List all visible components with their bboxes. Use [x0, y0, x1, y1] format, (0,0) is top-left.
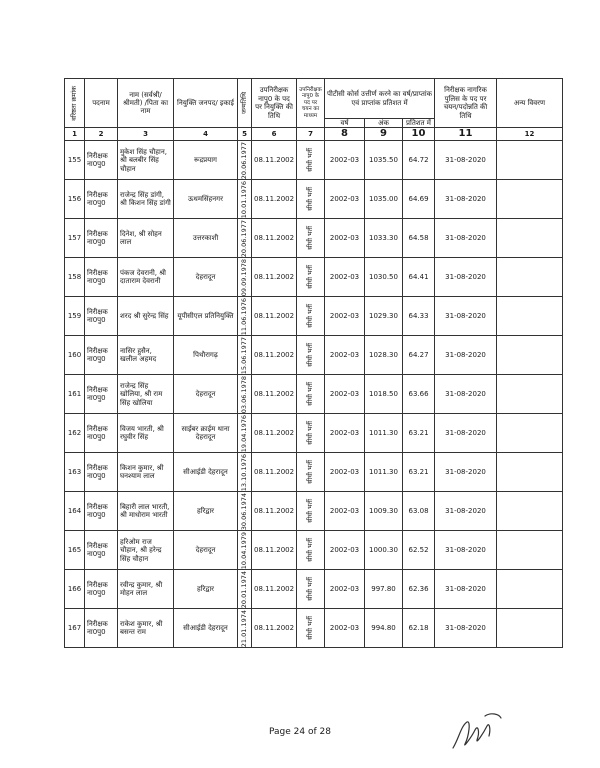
- header-promotion-date: निरीक्षक नागरिक पुलिस के पद पर चयन/पदोन्नति की तिथि: [435, 79, 497, 128]
- unit-cell: रूद्रप्रयाग: [174, 141, 238, 180]
- percent-cell: 64.69: [403, 180, 435, 219]
- training-year-cell: 2002-03: [325, 258, 365, 297]
- percent-cell: 63.21: [403, 453, 435, 492]
- dob-cell: 20.06.1977: [238, 219, 252, 258]
- rank-cell: निरीक्षक ना0पु0: [85, 180, 118, 219]
- appointment-date-cell: 08.11.2002: [252, 258, 297, 297]
- header-year: वर्ष: [325, 119, 365, 128]
- dob-cell: 11.06.1976: [238, 297, 252, 336]
- training-year-cell: 2002-03: [325, 297, 365, 336]
- appointment-mode-cell: सीधी भर्ती: [297, 336, 325, 375]
- header-serial: वरिष्ठता क्रमांक: [65, 79, 85, 128]
- serial-number: 164: [65, 492, 85, 531]
- column-number: 9: [365, 128, 403, 141]
- rank-cell: निरीक्षक ना0पु0: [85, 258, 118, 297]
- rank-cell: निरीक्षक ना0पु0: [85, 453, 118, 492]
- appointment-date-cell: 08.11.2002: [252, 375, 297, 414]
- promotion-date-cell: 31-08-2020: [435, 336, 497, 375]
- promotion-date-cell: 31-08-2020: [435, 609, 497, 648]
- dob-cell: 15.06.1977: [238, 336, 252, 375]
- appointment-date-cell: 08.11.2002: [252, 180, 297, 219]
- table-row: [65, 297, 563, 336]
- remarks-cell: [497, 141, 563, 180]
- name-cell: नासिर हुसैन, खलील अहमद: [118, 336, 174, 375]
- training-year-cell: 2002-03: [325, 219, 365, 258]
- remarks-cell: [497, 297, 563, 336]
- rank-cell: निरीक्षक ना0पु0: [85, 609, 118, 648]
- serial-number: 155: [65, 141, 85, 180]
- percent-cell: 64.72: [403, 141, 435, 180]
- appointment-mode-cell: सीधी भर्ती: [297, 180, 325, 219]
- serial-number: 159: [65, 297, 85, 336]
- appointment-date-cell: 08.11.2002: [252, 609, 297, 648]
- unit-cell: ऊधमसिंहनगर: [174, 180, 238, 219]
- marks-cell: 994.80: [365, 609, 403, 648]
- table-row: [65, 609, 563, 648]
- name-cell: पंकज देवरानी, श्री दाताराम देवरानी: [118, 258, 174, 297]
- promotion-date-cell: 31-08-2020: [435, 414, 497, 453]
- marks-cell: 1029.30: [365, 297, 403, 336]
- rank-cell: निरीक्षक ना0पु0: [85, 336, 118, 375]
- remarks-cell: [497, 570, 563, 609]
- name-cell: राजेन्द्र सिंह डांगी, श्री किशन सिंह डांगी: [118, 180, 174, 219]
- remarks-cell: [497, 219, 563, 258]
- appointment-mode-cell: सीधी भर्ती: [297, 609, 325, 648]
- percent-cell: 64.58: [403, 219, 435, 258]
- appointment-date-cell: 08.11.2002: [252, 141, 297, 180]
- appointment-mode-cell: सीधी भर्ती: [297, 258, 325, 297]
- marks-cell: 1030.50: [365, 258, 403, 297]
- page-number: Page 24 of 28: [269, 727, 331, 737]
- dob-cell: 20.01.1974: [238, 570, 252, 609]
- marks-cell: 1035.00: [365, 180, 403, 219]
- marks-cell: 1011.30: [365, 453, 403, 492]
- unit-cell: उत्तरकाशी: [174, 219, 238, 258]
- column-number-row: [65, 128, 563, 141]
- serial-number: 162: [65, 414, 85, 453]
- percent-cell: 62.52: [403, 531, 435, 570]
- table-row: [65, 180, 563, 219]
- remarks-cell: [497, 375, 563, 414]
- table-row: [65, 414, 563, 453]
- appointment-mode-cell: सीधी भर्ती: [297, 141, 325, 180]
- training-year-cell: 2002-03: [325, 180, 365, 219]
- unit-cell: हरिद्वार: [174, 570, 238, 609]
- serial-number: 158: [65, 258, 85, 297]
- serial-number: 166: [65, 570, 85, 609]
- column-number: 12: [497, 128, 563, 141]
- serial-number: 157: [65, 219, 85, 258]
- header-marks: अंक: [365, 119, 403, 128]
- header-appointment-mode: उपनिरीक्षक नापु0 के पद पर चयन का माध्यम: [297, 79, 325, 128]
- dob-cell: 20.06.1977: [238, 141, 252, 180]
- promotion-date-cell: 31-08-2020: [435, 141, 497, 180]
- name-cell: राजेन्द्र सिंह खोलिया, श्री राम सिंह खोलिया: [118, 375, 174, 414]
- percent-cell: 62.18: [403, 609, 435, 648]
- promotion-date-cell: 31-08-2020: [435, 492, 497, 531]
- column-number: 5: [238, 128, 252, 141]
- table-row: [65, 336, 563, 375]
- percent-cell: 63.21: [403, 414, 435, 453]
- promotion-date-cell: 31-08-2020: [435, 180, 497, 219]
- unit-cell: पिथौरागढ़: [174, 336, 238, 375]
- training-year-cell: 2002-03: [325, 141, 365, 180]
- percent-cell: 64.41: [403, 258, 435, 297]
- name-cell: रवीन्द्र कुमार, श्री मोहन लाल: [118, 570, 174, 609]
- table-row: [65, 531, 563, 570]
- rank-cell: निरीक्षक ना0पु0: [85, 297, 118, 336]
- remarks-cell: [497, 180, 563, 219]
- unit-cell: साईबर क्राईम थाना देहरादून: [174, 414, 238, 453]
- serial-number: 165: [65, 531, 85, 570]
- remarks-cell: [497, 258, 563, 297]
- dob-cell: 10.04.1979: [238, 531, 252, 570]
- dob-cell: 09.09.1978: [238, 258, 252, 297]
- column-number: 6: [252, 128, 297, 141]
- promotion-date-cell: 31-08-2020: [435, 297, 497, 336]
- training-year-cell: 2002-03: [325, 570, 365, 609]
- rank-cell: निरीक्षक ना0पु0: [85, 375, 118, 414]
- appointment-mode-cell: सीधी भर्ती: [297, 414, 325, 453]
- percent-cell: 63.08: [403, 492, 435, 531]
- header-appointment-date: उपनिरीक्षक नापु0 के पद पर नियुक्ति की तिथि: [252, 79, 297, 128]
- promotion-date-cell: 31-08-2020: [435, 531, 497, 570]
- name-cell: राकेश कुमार, श्री बसन्त राम: [118, 609, 174, 648]
- column-number: 7: [297, 128, 325, 141]
- marks-cell: 1018.50: [365, 375, 403, 414]
- training-year-cell: 2002-03: [325, 453, 365, 492]
- promotion-date-cell: 31-08-2020: [435, 375, 497, 414]
- dob-cell: 10.01.1976: [238, 180, 252, 219]
- appointment-date-cell: 08.11.2002: [252, 492, 297, 531]
- appointment-mode-cell: सीधी भर्ती: [297, 375, 325, 414]
- dob-cell: 30.06.1974: [238, 492, 252, 531]
- column-number: 3: [118, 128, 174, 141]
- appointment-mode-cell: सीधी भर्ती: [297, 492, 325, 531]
- name-cell: बिहारी लाल भारती, श्री माधोराम भारती: [118, 492, 174, 531]
- header-dob: जन्मतिथि: [238, 79, 252, 128]
- name-cell: मुकेश सिंह चौहान, श्री बलबीर सिंह चौहान: [118, 141, 174, 180]
- promotion-date-cell: 31-08-2020: [435, 258, 497, 297]
- percent-cell: 63.66: [403, 375, 435, 414]
- unit-cell: देहरादून: [174, 531, 238, 570]
- serial-number: 160: [65, 336, 85, 375]
- promotion-date-cell: 31-08-2020: [435, 453, 497, 492]
- appointment-date-cell: 08.11.2002: [252, 531, 297, 570]
- serial-number: 167: [65, 609, 85, 648]
- appointment-mode-cell: सीधी भर्ती: [297, 570, 325, 609]
- name-cell: किशन कुमार, श्री घनश्याम लाल: [118, 453, 174, 492]
- training-year-cell: 2002-03: [325, 609, 365, 648]
- column-number: 4: [174, 128, 238, 141]
- header-remarks: अन्य विवरण: [497, 79, 563, 128]
- dob-cell: 13.10.1976: [238, 453, 252, 492]
- remarks-cell: [497, 414, 563, 453]
- table-row: [65, 258, 563, 297]
- remarks-cell: [497, 492, 563, 531]
- marks-cell: 1028.30: [365, 336, 403, 375]
- table-row: [65, 219, 563, 258]
- promotion-date-cell: 31-08-2020: [435, 219, 497, 258]
- training-year-cell: 2002-03: [325, 414, 365, 453]
- rank-cell: निरीक्षक ना0पु0: [85, 219, 118, 258]
- table-row: [65, 141, 563, 180]
- dob-cell: 03.06.1978: [238, 375, 252, 414]
- appointment-date-cell: 08.11.2002: [252, 453, 297, 492]
- rank-cell: निरीक्षक ना0पु0: [85, 531, 118, 570]
- appointment-mode-cell: सीधी भर्ती: [297, 297, 325, 336]
- training-year-cell: 2002-03: [325, 531, 365, 570]
- unit-cell: हरिद्वार: [174, 492, 238, 531]
- unit-cell: देहरादून: [174, 375, 238, 414]
- marks-cell: 997.80: [365, 570, 403, 609]
- marks-cell: 1011.30: [365, 414, 403, 453]
- rank-cell: निरीक्षक ना0पु0: [85, 414, 118, 453]
- training-year-cell: 2002-03: [325, 375, 365, 414]
- name-cell: शरद श्री सुरेन्द्र सिंह: [118, 297, 174, 336]
- header-unit: नियुक्ति जनपद/ इकाई: [174, 79, 238, 128]
- unit-cell: देहरादून: [174, 258, 238, 297]
- marks-cell: 1000.30: [365, 531, 403, 570]
- name-cell: विजय भारती, श्री रघुवीर सिंह: [118, 414, 174, 453]
- column-number: 8: [325, 128, 365, 141]
- appointment-mode-cell: सीधी भर्ती: [297, 219, 325, 258]
- percent-cell: 62.36: [403, 570, 435, 609]
- appointment-date-cell: 08.11.2002: [252, 336, 297, 375]
- header-training: पीटीसी कोर्स उत्तीर्ण करने का वर्ष/प्राप्तांक एवं प्राप्तांक प्रतिशत में: [325, 79, 435, 119]
- remarks-cell: [497, 609, 563, 648]
- training-year-cell: 2002-03: [325, 492, 365, 531]
- column-number: 2: [85, 128, 118, 141]
- name-cell: हरिओम राज चौहान, श्री हरेन्द्र सिंह चौहान: [118, 531, 174, 570]
- rank-cell: निरीक्षक ना0पु0: [85, 492, 118, 531]
- appointment-date-cell: 08.11.2002: [252, 219, 297, 258]
- header-percent: प्रतिशत में: [403, 119, 435, 128]
- remarks-cell: [497, 453, 563, 492]
- column-number: 1: [65, 128, 85, 141]
- appointment-date-cell: 08.11.2002: [252, 570, 297, 609]
- column-number: 11: [435, 128, 497, 141]
- unit-cell: यूपीसीएल प्रतिनियुक्ति: [174, 297, 238, 336]
- marks-cell: 1033.30: [365, 219, 403, 258]
- unit-cell: सीआईडी देहरादून: [174, 609, 238, 648]
- appointment-mode-cell: सीधी भर्ती: [297, 453, 325, 492]
- appointment-date-cell: 08.11.2002: [252, 297, 297, 336]
- dob-cell: 21.01.1974: [238, 609, 252, 648]
- appointment-mode-cell: सीधी भर्ती: [297, 531, 325, 570]
- table-row: [65, 492, 563, 531]
- header-rank: पदनाम: [85, 79, 118, 128]
- table-row: [65, 453, 563, 492]
- column-number: 10: [403, 128, 435, 141]
- remarks-cell: [497, 336, 563, 375]
- promotion-date-cell: 31-08-2020: [435, 570, 497, 609]
- percent-cell: 64.33: [403, 297, 435, 336]
- appointment-date-cell: 08.11.2002: [252, 414, 297, 453]
- rank-cell: निरीक्षक ना0पु0: [85, 141, 118, 180]
- unit-cell: सीआईडी देहरादून: [174, 453, 238, 492]
- dob-cell: 19.04.1976: [238, 414, 252, 453]
- serial-number: 156: [65, 180, 85, 219]
- percent-cell: 64.27: [403, 336, 435, 375]
- seniority-table: [64, 78, 563, 648]
- serial-number: 163: [65, 453, 85, 492]
- table-row: [65, 375, 563, 414]
- remarks-cell: [497, 531, 563, 570]
- table-row: [65, 570, 563, 609]
- training-year-cell: 2002-03: [325, 336, 365, 375]
- marks-cell: 1035.50: [365, 141, 403, 180]
- serial-number: 161: [65, 375, 85, 414]
- rank-cell: निरीक्षक ना0पु0: [85, 570, 118, 609]
- header-name: नाम (सर्वश्री/श्रीमती) /पिता का नाम: [118, 79, 174, 128]
- name-cell: दिनेश, श्री सोहन लाल: [118, 219, 174, 258]
- marks-cell: 1009.30: [365, 492, 403, 531]
